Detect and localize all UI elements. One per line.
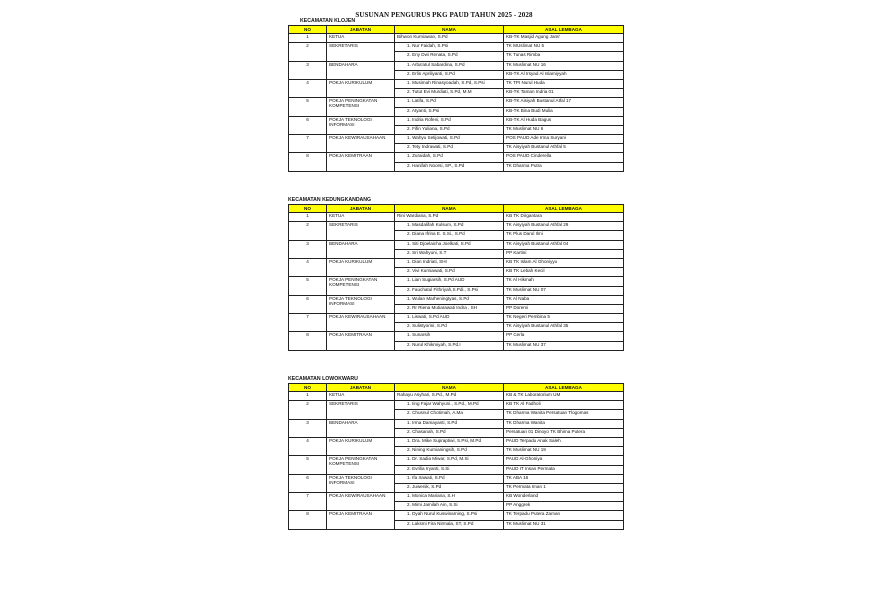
cell-nama: 1. Musimah Rinasyoadah, S.Pd, S.Psi: [395, 79, 504, 88]
cell-nama: 2. Fauchatul Fithriyah,S.Pdi., S.Psi: [395, 286, 504, 295]
cell-no: 8: [289, 332, 327, 350]
cell-jabatan: SEKRETARIS: [327, 401, 395, 419]
kecamatan-section: [288, 376, 624, 530]
cell-asal-lembaga: KB TK Lebah Kecil: [504, 268, 624, 277]
cell-jabatan: POKJA TEKNOLOGI INFORMASI: [327, 116, 395, 134]
cell-asal-lembaga: PP Doremi: [504, 304, 624, 313]
header-no: NO: [289, 26, 327, 34]
table-row: [289, 277, 624, 286]
cell-no: 8: [289, 511, 327, 529]
cell-no: 2: [289, 401, 327, 419]
cell-no: 1: [289, 213, 327, 222]
cell-nama: 2. Diana Ifrina E. S.Si., S.Pd: [395, 231, 504, 240]
cell-nama: 1. Dr. Sadia Miwar, S.Pd, M.Si: [395, 456, 504, 465]
cell-nama: 2. Erlin Apriliyanti, S.Pd: [395, 70, 504, 79]
cell-jabatan: KETUA: [327, 392, 395, 401]
cell-asal-lembaga: TK ABA 16: [504, 474, 624, 483]
cell-nama: 1. Wahyu Setijowati, S.Pd: [395, 135, 504, 144]
cell-jabatan: SEKRETARIS: [327, 43, 395, 61]
header-nama: NAMA: [395, 384, 504, 392]
cell-nama: 2. Evrilia Iryanti, S.Si: [395, 465, 504, 474]
cell-asal-lembaga: KB TK Islam Al Ghoniyyu: [504, 258, 624, 267]
cell-asal-lembaga: TK Muslimat NU 37: [504, 341, 624, 350]
cell-asal-lembaga: TK Dharma Wanita: [504, 419, 624, 428]
table-row: [289, 392, 624, 401]
cell-jabatan: SEKRETARIS: [327, 222, 395, 240]
cell-asal-lembaga: PP Anggrek: [504, 502, 624, 511]
cell-asal-lembaga: PP Kartini: [504, 249, 624, 258]
document-title: SUSUNAN PENGURUS PKG PAUD TAHUN 2025 - 2028: [355, 11, 533, 19]
cell-nama: 1. Monica Mariana, S.H: [395, 493, 504, 502]
table-row: [289, 314, 624, 323]
kecamatan-section: [288, 197, 624, 351]
cell-nama: 1. Nur Faidah, S.Psi: [395, 43, 504, 52]
cell-asal-lembaga: KB-TK Taman Indria 01: [504, 89, 624, 98]
cell-asal-lembaga: POS PAUD Cinderella: [504, 153, 624, 162]
table-row: [289, 116, 624, 125]
table-header-row: [289, 205, 624, 213]
cell-nama: 2. Tutut Evi Murdiati, S.Pd, M.M: [395, 89, 504, 98]
header-jabatan: JABATAN: [327, 26, 395, 34]
cell-asal-lembaga: TK Permata Iman 1: [504, 483, 624, 492]
cell-jabatan: KETUA: [327, 213, 395, 222]
cell-asal-lembaga: TK Muslimat NU 19: [504, 447, 624, 456]
header-no: NO: [289, 205, 327, 213]
cell-no: 1: [289, 34, 327, 43]
kecamatan-title: KECAMATAN KLOJEN: [300, 18, 356, 24]
table-header-row: [289, 384, 624, 392]
kecamatan-title: KECAMATAN KEDUNGKANDANG: [288, 197, 372, 203]
cell-no: 6: [289, 474, 327, 492]
cell-asal-lembaga: TK TPI Nurul Huda: [504, 79, 624, 88]
cell-asal-lembaga: TK Al Hikmah: [504, 277, 624, 286]
table-row: [289, 511, 624, 520]
cell-nama: 1. Dian Indriati, SHI: [395, 258, 504, 267]
cell-jabatan: POKJA KEMITRAAN: [327, 153, 395, 171]
cell-no: 3: [289, 61, 327, 79]
cell-nama: 1. Dyah Nurul Kuswinarning, S.Psi: [395, 511, 504, 520]
cell-nama: 2. Mimi Jamilah Ain, S.Si: [395, 502, 504, 511]
cell-asal-lembaga: Persatuan 01 Dinoyo TK Bhima Putera: [504, 428, 624, 437]
cell-no: 3: [289, 419, 327, 437]
cell-nama: 2. Vivi Kurniawati, S.Pd: [395, 268, 504, 277]
cell-asal-lembaga: POS PAUD Ade Irma Suryani: [504, 135, 624, 144]
cell-nama: 1. Indria Rofeni, S.Pd: [395, 116, 504, 125]
table-row: [289, 456, 624, 465]
table-row: [289, 332, 624, 341]
cell-jabatan: POKJA PENINGKATAN KOMPETENSI: [327, 456, 395, 474]
cell-nama: 2. Laksmi Fira Nirmala, ST, S.Pd: [395, 520, 504, 529]
cell-jabatan: POKJA KURIKULUM: [327, 79, 395, 97]
header-no: NO: [289, 384, 327, 392]
cell-jabatan: POKJA PENINGKATAN KOMPETENSI: [327, 98, 395, 116]
cell-nama: 2. Rr Riena Mutiarawati Indra , SH: [395, 304, 504, 313]
cell-no: 7: [289, 135, 327, 153]
cell-asal-lembaga: KB-TK Al Huda Bagus: [504, 116, 624, 125]
cell-nama: 2. Juwenik, S.Pd: [395, 483, 504, 492]
cell-jabatan: POKJA KEMITRAAN: [327, 511, 395, 529]
cell-asal-lembaga: TK Terpadu Putera Zaman: [504, 511, 624, 520]
table-row: [289, 419, 624, 428]
header-asal-lembaga: ASAL LEMBAGA: [504, 26, 624, 34]
cell-asal-lembaga: TK Aisyiyah Bustanul Athfal 04: [504, 240, 624, 249]
cell-asal-lembaga: TK Muslimat NU 16: [504, 61, 624, 70]
cell-nama: 1. Liswati, S.Pd AUD: [395, 314, 504, 323]
cell-nama: 1. Iing Fajar Wahyuni., S.Pd., M.Pd: [395, 401, 504, 410]
cell-no: 2: [289, 222, 327, 240]
cell-asal-lembaga: TK Al Naba: [504, 295, 624, 304]
cell-nama: 1. Sunarsih: [395, 332, 504, 341]
cell-asal-lembaga: TK Negeri Pembina 5: [504, 314, 624, 323]
cell-asal-lembaga: PAUD IT Insan Permata: [504, 465, 624, 474]
cell-nama: 2. Nurul Khikmiyah, S.Pd.I: [395, 341, 504, 350]
cell-nama: 2. Chusnul Chotimah, A.Ma: [395, 410, 504, 419]
cell-asal-lembaga: TK Aisyiyah Bustanul Athfal 5: [504, 144, 624, 153]
cell-asal-lembaga: PAUD Terpadu Anak Saleh: [504, 437, 624, 446]
cell-no: 4: [289, 258, 327, 276]
cell-jabatan: POKJA KURIKULUM: [327, 258, 395, 276]
pengurus-table: [288, 204, 624, 351]
cell-no: 7: [289, 314, 327, 332]
cell-nama: 2. Nining Kurnianingsih, S.Pd: [395, 447, 504, 456]
cell-asal-lembaga: TK Muslimat NU 31: [504, 520, 624, 529]
cell-nama: 1. Arba'atul Sabardina, S.Pd: [395, 61, 504, 70]
cell-nama: 2. Atyanti, S.Psi: [395, 107, 504, 116]
cell-nama: 1. Siti Djoelaicha Joelkati, S.Pd: [395, 240, 504, 249]
cell-jabatan: POKJA TEKNOLOGI INFORMASI: [327, 295, 395, 313]
header-asal-lembaga: ASAL LEMBAGA: [504, 205, 624, 213]
cell-no: 6: [289, 116, 327, 134]
cell-nama: 2. Fifin Yuliana, S.Pd: [395, 125, 504, 134]
cell-jabatan: POKJA KEWIRAUSAHAAN: [327, 314, 395, 332]
header-asal-lembaga: ASAL LEMBAGA: [504, 384, 624, 392]
table-row: [289, 295, 624, 304]
cell-no: 4: [289, 437, 327, 455]
cell-jabatan: BENDAHARA: [327, 419, 395, 437]
cell-asal-lembaga: PAUD Al-Ghoniya: [504, 456, 624, 465]
cell-nama: 1. Latifa, S.Pd: [395, 98, 504, 107]
table-row: [289, 401, 624, 410]
table-row: [289, 43, 624, 52]
table-row: [289, 61, 624, 70]
table-row: [289, 98, 624, 107]
table-row: [289, 474, 624, 483]
kecamatan-section: [288, 18, 624, 172]
cell-no: 7: [289, 493, 327, 511]
cell-no: 8: [289, 153, 327, 171]
header-jabatan: JABATAN: [327, 384, 395, 392]
cell-asal-lembaga: KB-TK Al Irsyad Al Islamiyyah: [504, 70, 624, 79]
cell-nama: 2. Tety Indrawati, S.Pd: [395, 144, 504, 153]
cell-jabatan: BENDAHARA: [327, 240, 395, 258]
cell-nama: 2. Eny Dwi Renata, S.Pd: [395, 52, 504, 61]
cell-jabatan: BENDAHARA: [327, 61, 395, 79]
header-nama: NAMA: [395, 26, 504, 34]
cell-asal-lembaga: KB-TK Aisiyah Bustanul Atfal 17: [504, 98, 624, 107]
table-row: [289, 493, 624, 502]
cell-jabatan: POKJA KURIKULUM: [327, 437, 395, 455]
cell-asal-lembaga: KB-TK Masjid Agung Jami': [504, 34, 624, 43]
pengurus-table: [288, 383, 624, 530]
cell-asal-lembaga: TK Aisyiyah Bustanul Athfal 35: [504, 323, 624, 332]
cell-nama: 1. Wulan Marheningtyas, S.Pd: [395, 295, 504, 304]
cell-no: 5: [289, 277, 327, 295]
cell-nama: 2. Sri Wahyuni, S.T: [395, 249, 504, 258]
header-jabatan: JABATAN: [327, 205, 395, 213]
cell-no: 1: [289, 392, 327, 401]
table-row: [289, 437, 624, 446]
cell-nama: Rahayu Asyhari, S.Pd., M.Pd: [395, 392, 504, 401]
cell-asal-lembaga: TK Dharma Wanita Persatuan Tlogomas: [504, 410, 624, 419]
cell-no: 4: [289, 79, 327, 97]
cell-no: 2: [289, 43, 327, 61]
cell-asal-lembaga: KB-TK Bina Budi Mulia: [504, 107, 624, 116]
cell-asal-lembaga: KB TK Al Fadholi: [504, 401, 624, 410]
table-row: [289, 34, 624, 43]
table-row: [289, 222, 624, 231]
cell-no: 5: [289, 98, 327, 116]
cell-asal-lembaga: KB Wonderland: [504, 493, 624, 502]
cell-nama: 1. Masdalifah Kulsum, S.Pd: [395, 222, 504, 231]
cell-nama: 2. Hanifah Noorsi, SP., S.Pd: [395, 162, 504, 171]
kecamatan-title: KECAMATAN LOWOKWARU: [288, 376, 358, 382]
cell-nama: 1. Ifa Irawati, S.Pd: [395, 474, 504, 483]
table-row: [289, 258, 624, 267]
table-row: [289, 153, 624, 162]
table-header-row: [289, 26, 624, 34]
table-row: [289, 213, 624, 222]
cell-asal-lembaga: TK MUslimat NU 5: [504, 43, 624, 52]
cell-asal-lembaga: PP Cerla: [504, 332, 624, 341]
cell-no: 3: [289, 240, 327, 258]
cell-asal-lembaga: TK Dharma Putra: [504, 162, 624, 171]
cell-no: 5: [289, 456, 327, 474]
table-row: [289, 240, 624, 249]
cell-nama: 1. Lian Sugiarsih, S.Pd AUD: [395, 277, 504, 286]
cell-nama: 1. Dra. Mike Supraptiwi, S.Psi, M.Pd: [395, 437, 504, 446]
pengurus-table: [288, 25, 624, 172]
cell-jabatan: POKJA TEKNOLOGI INFORMASI: [327, 474, 395, 492]
table-row: [289, 79, 624, 88]
cell-asal-lembaga: TK Muslimat NU 07: [504, 286, 624, 295]
cell-nama: Bihwon Kurniawan, S.Pd: [395, 34, 504, 43]
cell-no: 6: [289, 295, 327, 313]
cell-nama: Rini Wardiana, S.Pd: [395, 213, 504, 222]
cell-asal-lembaga: TK Tunas Rimba: [504, 52, 624, 61]
cell-asal-lembaga: TK Muslimat NU 6: [504, 125, 624, 134]
cell-nama: 2. Sulistyorini, S.Pd: [395, 323, 504, 332]
cell-jabatan: POKJA KEWIRAUSAHAAN: [327, 493, 395, 511]
cell-nama: 1. Irma Damayanti, S.Pd: [395, 419, 504, 428]
table-row: [289, 135, 624, 144]
cell-jabatan: POKJA PENINGKATAN KOMPETENSI: [327, 277, 395, 295]
cell-asal-lembaga: KB & TK Laboratorium UM: [504, 392, 624, 401]
cell-asal-lembaga: TK Aisyiyah Bustanul Athfal 29: [504, 222, 624, 231]
cell-jabatan: POKJA KEWIRAUSAHAAN: [327, 135, 395, 153]
cell-jabatan: POKJA KEMITRAAN: [327, 332, 395, 350]
header-nama: NAMA: [395, 205, 504, 213]
cell-asal-lembaga: KB TK Dirgantara: [504, 213, 624, 222]
cell-asal-lembaga: TK Plus Darul Ilmi: [504, 231, 624, 240]
cell-nama: 2. Chasanah, S.Pd: [395, 428, 504, 437]
cell-jabatan: KETUA: [327, 34, 395, 43]
cell-nama: 1. Zuraidah, S.Pd: [395, 153, 504, 162]
